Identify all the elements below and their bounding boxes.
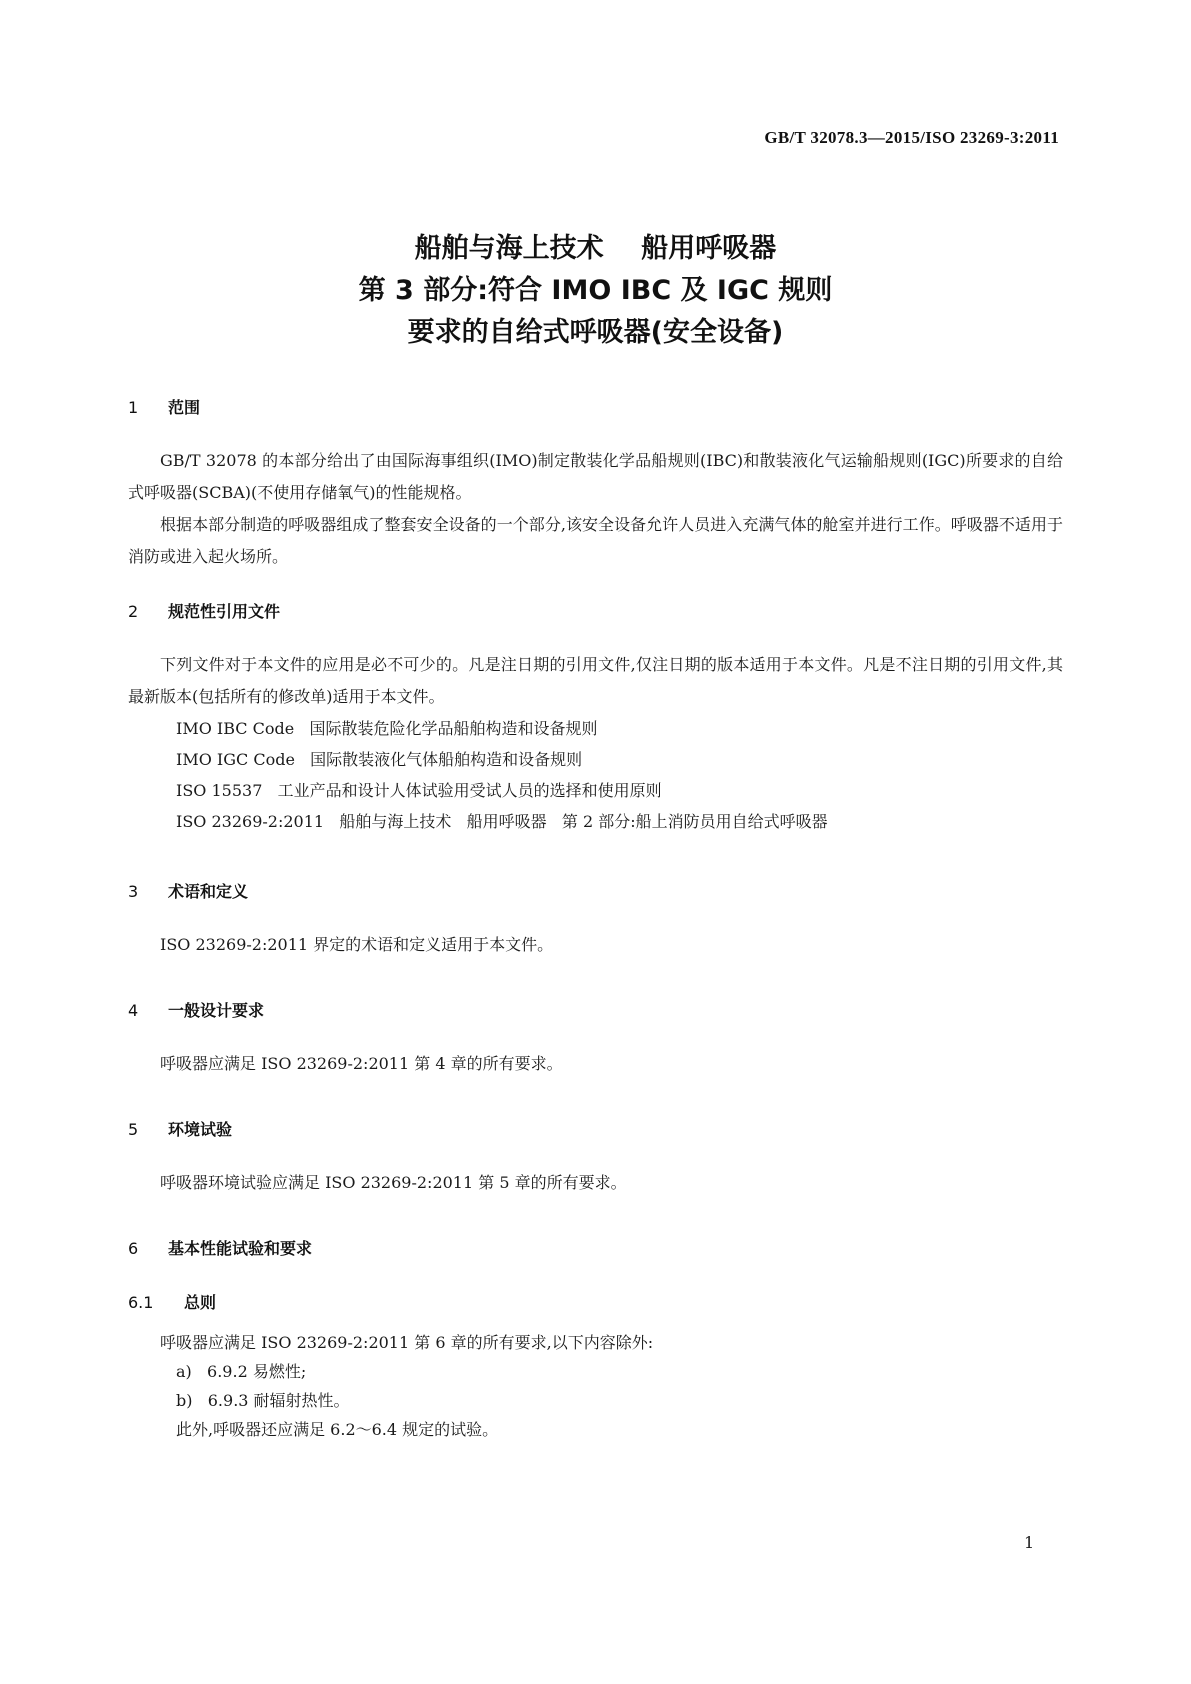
section-title: 术语和定义 [168, 882, 249, 901]
standard-code: GB/T 32078.3—2015/ISO 23269-3:2011 [764, 128, 1059, 147]
reference-item: ISO 23269-2:2011 船舶与海上技术 船用呼吸器 第 2 部分:船上消防员用自给式呼吸器 [176, 812, 828, 831]
section-number: 5 [128, 1120, 139, 1139]
section-2-heading [128, 599, 280, 622]
section-number: 6 [128, 1239, 139, 1258]
list-item: a) 6.9.2 易燃性; [176, 1362, 307, 1381]
section-number: 4 [128, 1001, 139, 1020]
section-4-heading [128, 998, 264, 1021]
section-title: 基本性能试验和要求 [168, 1239, 313, 1258]
section-title: 总则 [184, 1293, 217, 1312]
section-number: 1 [128, 398, 139, 417]
section-2-paragraph-1: 下列文件对于本文件的应用是必不可少的。凡是注日期的引用文件,仅注日期的版本适用于本文件。凡是不注日期的引用文件,其最新版本(包括所有的修改单)适用于本文件。 [128, 655, 1063, 706]
title-line-1: 船舶与海上技术 船用呼吸器 [414, 233, 777, 264]
section-4-paragraph-1: 呼吸器应满足 ISO 23269-2:2011 第 4 章的所有要求。 [160, 1054, 563, 1073]
section-title: 一般设计要求 [168, 1001, 265, 1020]
section-6-1-paragraph-1: 呼吸器应满足 ISO 23269-2:2011 第 6 章的所有要求,以下内容除外: [160, 1333, 654, 1352]
section-1-paragraph-1: GB/T 32078 的本部分给出了由国际海事组织(IMO)制定散装化学品船规则(IBC)和散装液化气运输船规则(IGC)所要求的自给式呼吸器(SCBA)(不使用存储氧气)的性能规格。 [128, 451, 1063, 502]
title-line-2: 第 3 部分:符合 IMO IBC 及 IGC 规则 [358, 275, 833, 306]
section-title: 规范性引用文件 [168, 602, 281, 621]
section-number: 6.1 [128, 1293, 154, 1312]
section-title: 环境试验 [168, 1120, 233, 1139]
section-number: 3 [128, 882, 139, 901]
section-3-heading [128, 879, 248, 902]
section-5-heading [128, 1117, 232, 1140]
section-5-paragraph-1: 呼吸器环境试验应满足 ISO 23269-2:2011 第 5 章的所有要求。 [160, 1173, 627, 1192]
section-6-1-heading [128, 1290, 216, 1313]
reference-item: IMO IBC Code 国际散装危险化学品船舶构造和设备规则 [176, 719, 598, 738]
reference-item: ISO 15537 工业产品和设计人体试验用受试人员的选择和使用原则 [176, 781, 662, 800]
reference-item: IMO IGC Code 国际散装液化气体船舶构造和设备规则 [176, 750, 583, 769]
section-6-heading [128, 1236, 312, 1259]
section-title: 范围 [168, 398, 201, 417]
section-number: 2 [128, 602, 139, 621]
document-title [0, 228, 1191, 354]
section-1-heading [128, 395, 200, 418]
list-item: b) 6.9.3 耐辐射热性。 [176, 1391, 350, 1410]
section-1-paragraph-2: 根据本部分制造的呼吸器组成了整套安全设备的一个部分,该安全设备允许人员进入充满气体的舱室并进行工作。呼吸器不适用于消防或进入起火场所。 [128, 515, 1063, 566]
page-number: 1 [1024, 1533, 1035, 1552]
title-line-3: 要求的自给式呼吸器(安全设备) [407, 317, 784, 348]
section-6-1-paragraph-2: 此外,呼吸器还应满足 6.2～6.4 规定的试验。 [176, 1420, 499, 1439]
section-3-paragraph-1: ISO 23269-2:2011 界定的术语和定义适用于本文件。 [160, 935, 554, 954]
